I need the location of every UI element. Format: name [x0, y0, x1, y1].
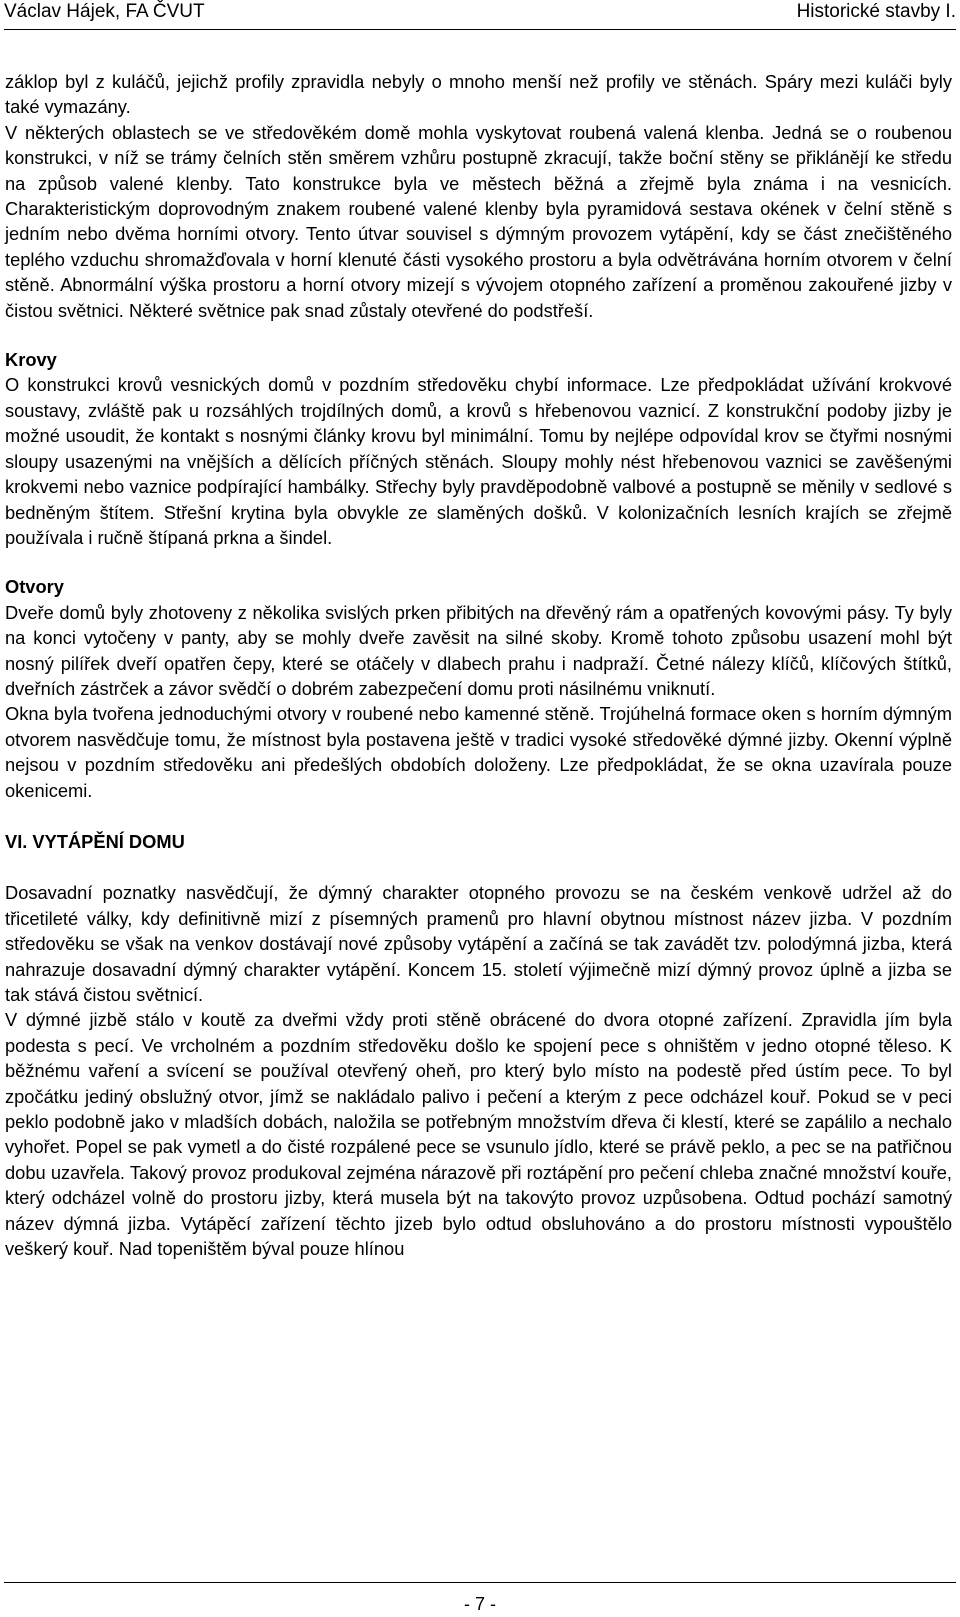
spacer: [5, 550, 952, 574]
paragraph-otvory-2: Okna byla tvořena jednoduchými otvory v roubené nebo kamenné stěně. Trojúhelná formace oken s horním dýmným otvorem nasvědčuje tomu, že místnost byla postavena ještě v tradici vysoké středověké dýmné jizby. Okenní výplně nejsou v pozdním středověku ani předešlých obdobích doloženy. Lze předpokládat, že se okna uzavírala pouze okenicemi.: [5, 703, 952, 801]
spacer: [5, 323, 952, 347]
paragraph-intro-2: V některých oblastech se ve středověkém domě mohla vyskytovat roubená valená klenba. Jedná se o roubenou konstrukci, v níž se trámy čelních stěn směrem vzhůru postupně zkracují, takže boční stěny se přiklánějí ke středu na způsob valené klenby. Tato konstrukce byla ve městech běžná a zřejmě byla známa i na vesnicích. Charakteristickým doprovodným znakem roubené valené klenby byla pyramidová sestava okének v čelní stěně s jedním nebo dvěma horními otvory. Tento útvar souvisel s dýmným provozem vytápění, kdy se část znečištěného teplého vzduchu shromažďovala v horní klenuté části vysokého prostoru a byla odvětrávána horním otvorem v čelní stěně. Abnormální výška prostoru a horní otvory mizejí s vývojem otopného zařízení a proměnou zakouřené jizby v čistou světnici. Některé světnice pak snad zůstaly otevřené do podstřeší.: [5, 121, 952, 321]
page-number: - 7 -: [463, 1594, 496, 1614]
paragraph-krovy: O konstrukci krovů vesnických domů v pozdním středověku chybí informace. Lze předpokládat užívání krokvové soustavy, zvláště pak u rozsáhlých trojdílných domů, a krovů s hřebenovou vaznicí. Z konstrukční podoby jizby je možné usoudit, že kontakt s nosnými články krovu byl minimální. Tomu by nejlépe odpovídal krov se čtyřmi nosnými sloupy usazenými na vnějších a dělících příčných stěnách. Sloupy mohly nést hřebenovou vaznici se zavěšenými krokvemi nebo vaznice podpírající hambálky. Střechy byly pravděpodobně valbové a postupně se měnily v sedlové s bedněným štítem. Střešní krytina byla obvykle ze slaměných došků. V kolonizačních lesních krajích se zřejmě používala i ručně štípaná prkna a šindel.: [5, 374, 952, 548]
heading-section-vi: VI. VYTÁPĚNÍ DOMU: [5, 830, 185, 852]
paragraph-intro-1: záklop byl z kuláčů, jejichž profily zpravidla nebyly o mnoho menší než profily ve stěnách. Spáry mezi kuláči byly také vymazány.: [5, 71, 952, 118]
paragraph-otvory-1: Dveře domů byly zhotoveny z několika svislých prken přibitých na dřevěný rám a opatřených kovovými pásy. Ty byly na konci vytočeny v panty, aby se mohly dveře zavěsit na silné skoby. Kromě tohoto způsobu usazení mohl být nosný pilířek dveří opatřen čepy, které se otáčely v dlabech prahu i nadpraží. Četné nálezy klíčů, klíčových štítků, dveřních zástrček a závor svědčí o dobrém zabezpečení domu proti násilnému vniknutí.: [5, 601, 952, 699]
paragraph-section-vi-1: Dosavadní poznatky nasvědčují, že dýmný charakter otopného provozu se na českém venkově udržel až do třicetileté války, kdy definitivně mizí z písemných pramenů pro hlavní obytnou místnost název jizba. V pozdním středověku se však na venkov dostávají nové způsoby vytápění a začíná se tak zavádět tzv. polodýmná jizba, která nahrazuje dosavadní dýmný charakter vytápění. Koncem 15. století výjimečně mizí dýmný provoz úplně a jizba se tak stává čistou světnicí.: [5, 882, 952, 1005]
paragraph-section-vi-2: V dýmné jizbě stálo v koutě za dveřmi vždy proti stěně obrácené do dvora otopné zařízení. Zpravidla jím byla podesta s pecí. Ve vrcholném a pozdním středověku došlo ke spojení pece s ohništěm v jedno otopné těleso. K běžnému vaření a svícení se používal otevřený oheň, pro který bylo místo na podestě před ústím pece. To byl zpočátku jediný obslužný otvor, jímž se nakládalo palivo i pečení a kterým z pece odcházel kouř. Pokud se v peci peklo podobně jako v mladších dobách, naložila se potřebným množstvím dřeva či klestí, které se zapálilo a nechalo vyhořet. Popel se pak vymetl a do čisté rozpálené pece se vsunulo jídlo, které se právě peklo, a pec se na patřičnou dobu uzavřela. Takový provoz produkoval zejména nárazově při roztápění pro pečení chleba značné množství kouře, který odcházel volně do prostoru jizby, která musela být na takovýto provoz uzpůsobena. Odtud pochází samotný název dýmná jizba. Vytápěcí zařízení těchto jizeb bylo odtud obsluhováno a do prostoru místnosti vypouštělo veškerý kouř. Nad topeništěm býval pouze hlínou: [5, 1009, 952, 1260]
heading-krovy: Krovy: [5, 349, 57, 371]
header-course-title: Historické stavby I.: [796, 1, 956, 22]
spacer: [5, 803, 952, 829]
header-author: Václav Hájek, FA ČVUT: [4, 1, 205, 22]
page-header: [4, 0, 956, 28]
document-body: [5, 69, 952, 1261]
heading-otvory: Otvory: [5, 576, 64, 598]
spacer: [5, 854, 952, 880]
header-divider: [4, 29, 956, 30]
footer-divider: [4, 1582, 956, 1583]
